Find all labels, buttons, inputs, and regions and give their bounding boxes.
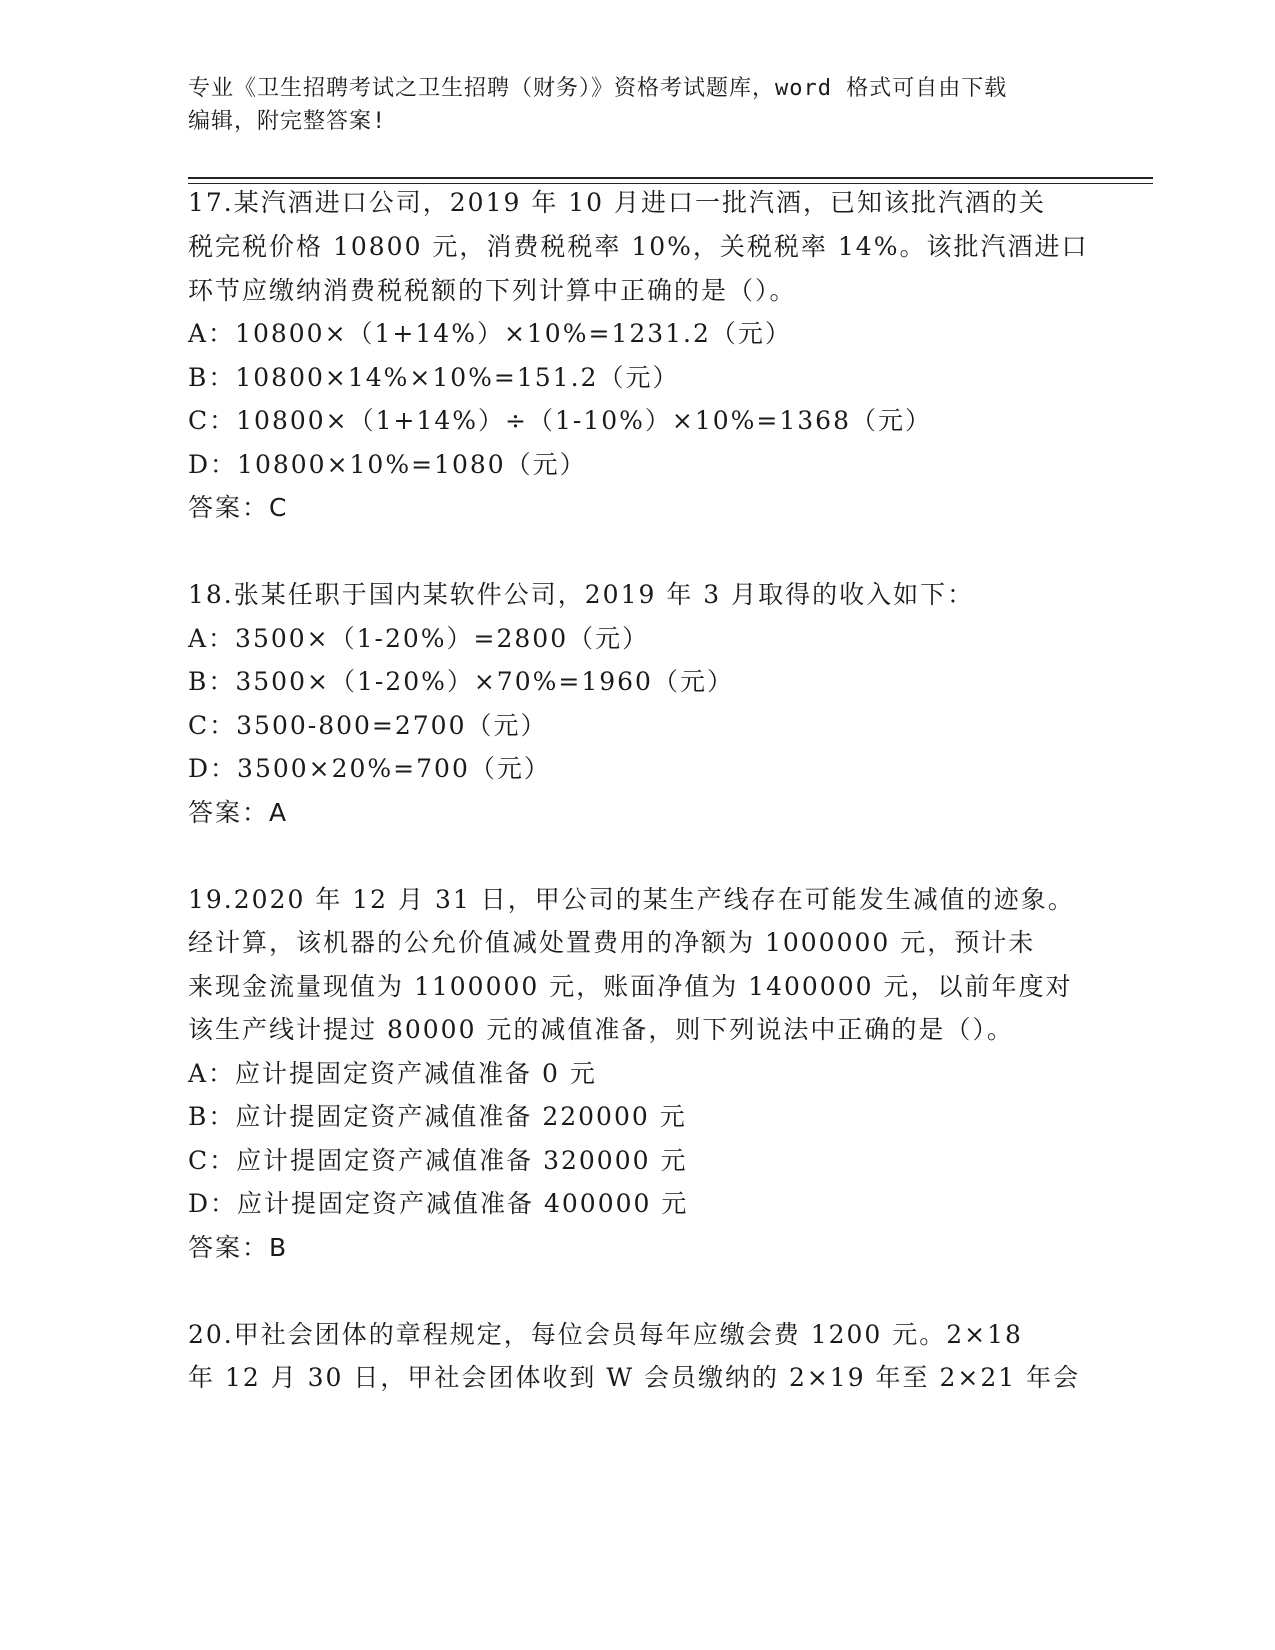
question-19-line-2: 经计算，该机器的公允价值减处置费用的净额为 1000000 元，预计未 [188, 928, 1036, 957]
question-18-option-c: C：3500-800=2700（元） [188, 711, 548, 740]
question-19-line-1: 19.2020 年 12 月 31 日，甲公司的某生产线存在可能发生减值的迹象。 [188, 885, 1075, 914]
question-19-line-3: 来现金流量现值为 1100000 元，账面净值为 1400000 元，以前年度对 [188, 972, 1073, 1001]
document-header [188, 72, 1088, 138]
header-line-2: 编辑，附完整答案! [188, 109, 387, 134]
question-18-answer: 答案：A [188, 798, 289, 827]
question-17-line-1: 17.某汽酒进口公司，2019 年 10 月进口一批汽酒，已知该批汽酒的关 [188, 188, 1047, 217]
question-17-option-b: B：10800×14%×10%=151.2（元） [188, 363, 680, 392]
question-17-option-a: A：10800×（1+14%）×10%=1231.2（元） [188, 319, 792, 348]
question-18-line-1: 18.张某任职于国内某软件公司，2019 年 3 月取得的收入如下： [188, 580, 975, 609]
header-rule-thin [188, 183, 1153, 184]
question-18-option-d: D：3500×20%=700（元） [188, 754, 551, 783]
question-17-line-2: 税完税价格 10800 元，消费税税率 10%，关税税率 14%。该批汽酒进口 [188, 232, 1089, 261]
header-rule-thick [188, 177, 1153, 179]
question-19-option-d: D：应计提固定资产减值准备 400000 元 [188, 1189, 689, 1218]
question-18-option-a: A：3500×（1-20%）=2800（元） [188, 624, 650, 653]
question-19-option-b: B：应计提固定资产减值准备 220000 元 [188, 1102, 687, 1131]
question-20-line-1: 20.甲社会团体的章程规定，每位会员每年应缴会费 1200 元。2×18 [188, 1320, 1023, 1349]
header-line-1: 专业《卫生招聘考试之卫生招聘（财务）》资格考试题库，word 格式可自由下载 [188, 76, 1008, 101]
question-17-answer: 答案：C [188, 493, 289, 522]
question-19-answer: 答案：B [188, 1233, 289, 1262]
question-17-option-c: C：10800×（1+14%）÷（1-10%）×10%=1368（元） [188, 406, 932, 435]
question-19-line-4: 该生产线计提过 80000 元的减值准备，则下列说法中正确的是（）。 [188, 1015, 1014, 1044]
question-17-option-d: D：10800×10%=1080（元） [188, 450, 587, 479]
question-17-line-3: 环节应缴纳消费税税额的下列计算中正确的是（）。 [188, 276, 797, 305]
question-19-option-c: C：应计提固定资产减值准备 320000 元 [188, 1146, 688, 1175]
question-20-line-2: 年 12 月 30 日，甲社会团体收到 W 会员缴纳的 2×19 年至 2×21 年会 [188, 1363, 1081, 1392]
question-19-option-a: A：应计提固定资产减值准备 0 元 [188, 1059, 597, 1088]
question-18-option-b: B：3500×（1-20%）×70%=1960（元） [188, 667, 734, 696]
